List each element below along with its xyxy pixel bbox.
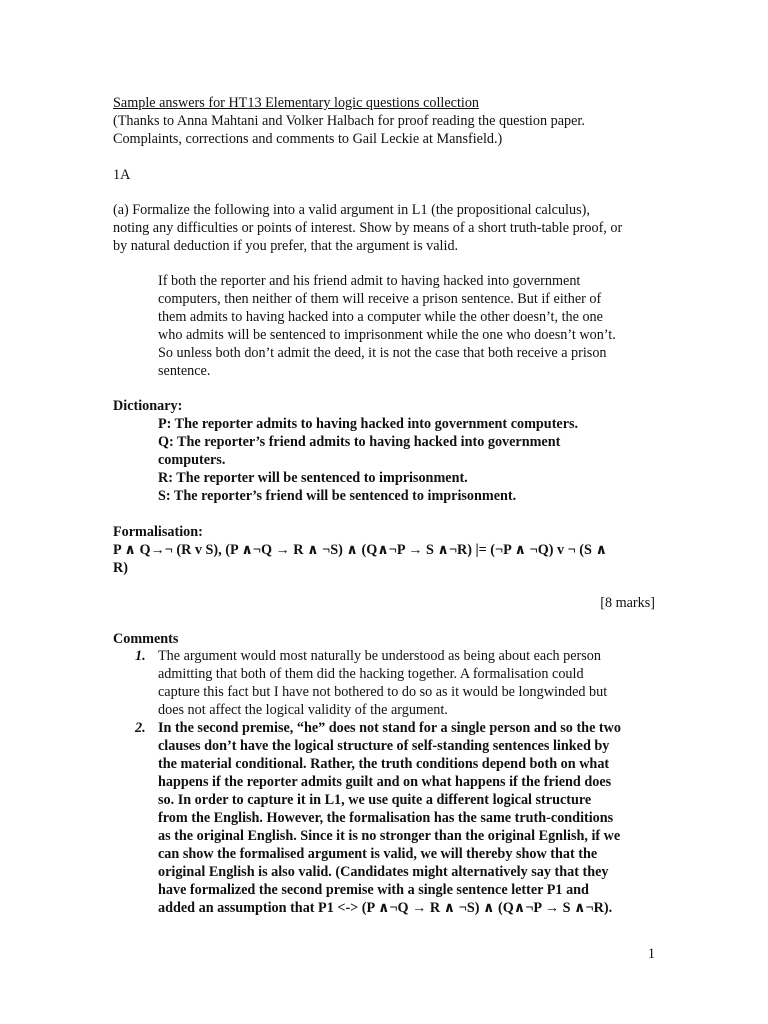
comments-heading: Comments: [113, 631, 179, 647]
argument-quote: [158, 272, 658, 380]
question-line: noting any difficulties or points of interest. Show by means of a short truth-table proof, or: [113, 220, 623, 236]
comment-item: [113, 647, 653, 719]
comment-line: clauses don’t have the logical structure of self-standing sentences linked by: [158, 738, 610, 754]
quote-line: who admits will be sentenced to imprisonment while the one who doesn’t won’t.: [158, 327, 616, 343]
question-line: (a) Formalize the following into a valid argument in L1 (the propositional calculus),: [113, 202, 590, 218]
comment-line: can show the formalised argument is valid, we will thereby show that the: [158, 846, 598, 862]
comment-number: 1.: [135, 648, 146, 664]
page-number: 1: [647, 946, 655, 962]
dictionary-entry: S: The reporter’s friend will be sentenced to imprisonment.: [158, 488, 517, 504]
comment-number: 2.: [135, 720, 146, 736]
dictionary-entry: R: The reporter will be sentenced to imprisonment.: [158, 470, 468, 486]
thanks-line: (Thanks to Anna Mahtani and Volker Halbach for proof reading the question paper.: [113, 113, 585, 129]
quote-line: computers, then neither of them will receive a prison sentence. But if either of: [158, 291, 602, 307]
comment-line: original English is also valid. (Candidates might alternatively say that they: [158, 864, 609, 880]
comments-list: [113, 647, 653, 917]
question-line: by natural deduction if you prefer, that the argument is valid.: [113, 238, 459, 254]
dictionary-section: [113, 397, 579, 504]
formalisation-section: [113, 523, 607, 577]
formalisation-line: P ∧ Q→¬ (R v S), (P ∧¬Q → R ∧ ¬S) ∧ (Q∧¬P → S ∧¬R) |= (¬P ∧ ¬Q) v ¬ (S ∧: [113, 542, 607, 558]
comment-line: added an assumption that P1 <-> (P ∧¬Q → R ∧ ¬S) ∧ (Q∧¬P → S ∧¬R).: [158, 900, 613, 916]
comment-line: capture this fact but I have not bothered to do so as it would be longwinded but: [158, 684, 608, 700]
document-header: [113, 94, 585, 148]
dictionary-heading: Dictionary:: [113, 398, 183, 414]
comment-item: [113, 719, 653, 917]
section-label: 1A: [113, 167, 131, 183]
dictionary-entry: Q: The reporter’s friend admits to having hacked into government: [158, 434, 561, 450]
dictionary-entry: computers.: [158, 452, 226, 468]
formalisation-heading: Formalisation:: [113, 524, 203, 540]
comment-body: [158, 647, 653, 719]
question-text: [113, 201, 622, 255]
comment-line: happens if the reporter admits guilt and on what happens if the friend does: [158, 774, 612, 790]
quote-line: them admits to having hacked into a computer while the other doesn’t, the one: [158, 309, 603, 325]
formalisation-line: R): [113, 560, 128, 576]
comment-line: the material conditional. Rather, the truth conditions depend both on what: [158, 756, 610, 772]
comment-body: [158, 719, 653, 917]
comment-line: have formalized the second premise with a single sentence letter P1 and: [158, 882, 589, 898]
thanks-line: Complaints, corrections and comments to Gail Leckie at Mansfield.): [113, 131, 503, 147]
comment-line: from the English. However, the formalisation has the same truth-conditions: [158, 810, 614, 826]
document-title: Sample answers for HT13 Elementary logic questions collection: [113, 95, 480, 111]
marks-label: [8 marks]: [600, 595, 655, 611]
comment-line: In the second premise, “he” does not stand for a single person and so the two: [158, 720, 621, 736]
dictionary-entry: P: The reporter admits to having hacked into government computers.: [158, 416, 579, 432]
quote-line: So unless both don’t admit the deed, it is not the case that both receive a prison: [158, 345, 607, 361]
comment-line: does not affect the logical validity of the argument.: [158, 702, 448, 718]
quote-line: sentence.: [158, 363, 211, 379]
comment-line: The argument would most naturally be understood as being about each person: [158, 648, 601, 664]
comment-line: as the original English. Since it is no stronger than the original Egnlish, if we: [158, 828, 621, 844]
comment-line: so. In order to capture it in L1, we use quite a different logical structure: [158, 792, 592, 808]
comment-line: admitting that both of them did the hacking together. A formalisation could: [158, 666, 584, 682]
quote-line: If both the reporter and his friend admit to having hacked into government: [158, 273, 581, 289]
